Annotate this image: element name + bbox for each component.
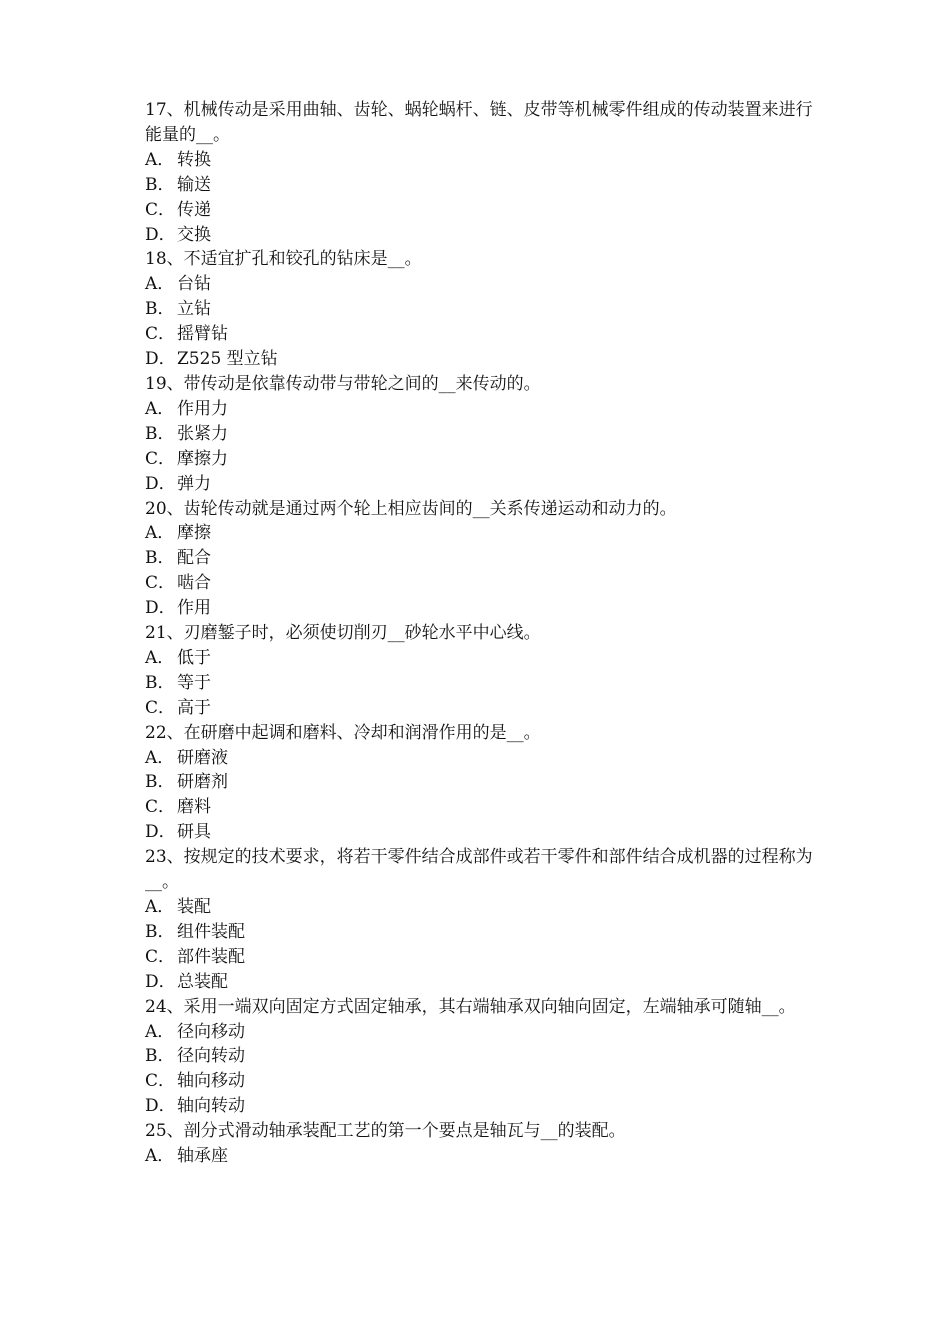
option-letter: A． bbox=[145, 1021, 175, 1042]
option-letter: C． bbox=[145, 1071, 176, 1092]
option-text: 张紧力 bbox=[177, 423, 228, 444]
option-text: 磨料 bbox=[177, 797, 211, 818]
option-q17-d bbox=[145, 223, 815, 248]
option-q19-b bbox=[145, 422, 815, 447]
option-text: 交换 bbox=[177, 224, 211, 245]
option-text: 台钻 bbox=[177, 274, 211, 295]
option-letter: C． bbox=[145, 324, 176, 345]
option-q25-a bbox=[145, 1144, 815, 1169]
option-q24-b bbox=[145, 1044, 815, 1069]
option-q20-b bbox=[145, 546, 815, 571]
question-list bbox=[145, 98, 815, 1169]
option-q19-a bbox=[145, 397, 815, 422]
option-q24-d bbox=[145, 1094, 815, 1119]
option-q23-c bbox=[145, 945, 815, 970]
option-letter: B． bbox=[145, 423, 175, 444]
option-text: 作用力 bbox=[177, 398, 228, 419]
option-letter: C． bbox=[145, 448, 176, 469]
option-q17-c bbox=[145, 198, 815, 223]
option-text: 径向移动 bbox=[177, 1021, 245, 1042]
option-text: 配合 bbox=[177, 548, 211, 569]
option-letter: D． bbox=[145, 349, 176, 370]
option-letter: A． bbox=[145, 398, 175, 419]
option-q19-d bbox=[145, 472, 815, 497]
question-stem-q17: 17、机械传动是采用曲轴、齿轮、蜗轮蜗杆、链、皮带等机械零件组成的传动装置来进行能量的__。 bbox=[145, 100, 813, 145]
option-text: 组件装配 bbox=[177, 921, 245, 942]
option-text: 摇臂钻 bbox=[177, 324, 228, 345]
option-text: 摩擦 bbox=[177, 523, 211, 544]
option-letter: A． bbox=[145, 149, 175, 170]
option-letter: A． bbox=[145, 523, 175, 544]
option-text: 高于 bbox=[177, 697, 211, 718]
option-q20-d bbox=[145, 596, 815, 621]
option-q18-b bbox=[145, 297, 815, 322]
option-text: 啮合 bbox=[177, 573, 211, 594]
option-q18-c bbox=[145, 322, 815, 347]
option-text: 轴承座 bbox=[177, 1146, 228, 1167]
option-letter: A． bbox=[145, 274, 175, 295]
option-text: 转换 bbox=[177, 149, 211, 170]
option-text: 轴向移动 bbox=[177, 1071, 245, 1092]
option-q18-d bbox=[145, 347, 815, 372]
option-text: Z525 型立钻 bbox=[177, 349, 278, 370]
option-text: 低于 bbox=[177, 647, 211, 668]
option-text: 研磨剂 bbox=[177, 772, 228, 793]
option-text: 弹力 bbox=[177, 473, 211, 494]
option-letter: B． bbox=[145, 174, 175, 195]
option-text: 总装配 bbox=[177, 971, 228, 992]
option-letter: A． bbox=[145, 1146, 175, 1167]
question-stem-q21: 21、刃磨錾子时，必须使切削刃__砂轮水平中心线。 bbox=[145, 623, 541, 644]
option-letter: B． bbox=[145, 1046, 175, 1067]
option-text: 研磨液 bbox=[177, 747, 228, 768]
option-q23-a bbox=[145, 895, 815, 920]
option-q23-b bbox=[145, 920, 815, 945]
option-q18-a bbox=[145, 272, 815, 297]
option-letter: A． bbox=[145, 647, 175, 668]
question-stem-q19: 19、带传动是依靠传动带与带轮之间的__来传动的。 bbox=[145, 373, 541, 394]
option-text: 轴向转动 bbox=[177, 1096, 245, 1117]
option-q20-a bbox=[145, 521, 815, 546]
option-q22-b bbox=[145, 770, 815, 795]
option-letter: D． bbox=[145, 822, 176, 843]
option-q20-c bbox=[145, 571, 815, 596]
option-q17-a bbox=[145, 148, 815, 173]
option-text: 传递 bbox=[177, 199, 211, 220]
option-q21-b bbox=[145, 671, 815, 696]
question-stem-q23: 23、按规定的技术要求，将若干零件结合成部件或若干零件和部件结合成机器的过程称为__。 bbox=[145, 847, 813, 893]
question-stem-q22: 22、在研磨中起调和磨料、冷却和润滑作用的是__。 bbox=[145, 722, 541, 743]
option-text: 输送 bbox=[177, 174, 211, 195]
option-q19-c bbox=[145, 447, 815, 472]
option-text: 立钻 bbox=[177, 299, 211, 320]
option-letter: C． bbox=[145, 199, 176, 220]
question-stem-q24: 24、采用一端双向固定方式固定轴承，其右端轴承双向轴向固定，左端轴承可随轴__。 bbox=[145, 996, 796, 1017]
option-letter: B． bbox=[145, 672, 175, 693]
question-stem-q18: 18、不适宜扩孔和铰孔的钻床是__。 bbox=[145, 249, 422, 270]
option-letter: C． bbox=[145, 797, 176, 818]
option-q22-d bbox=[145, 820, 815, 845]
option-letter: A． bbox=[145, 897, 175, 917]
option-letter: D． bbox=[145, 473, 176, 494]
option-text: 径向转动 bbox=[177, 1046, 245, 1067]
option-text: 研具 bbox=[177, 822, 211, 843]
question-stem-q20: 20、齿轮传动就是通过两个轮上相应齿间的__关系传递运动和动力的。 bbox=[145, 498, 677, 519]
option-letter: B． bbox=[145, 548, 175, 569]
option-letter: D． bbox=[145, 971, 176, 992]
option-q23-d bbox=[145, 970, 815, 995]
option-text: 装配 bbox=[177, 897, 211, 917]
option-text: 部件装配 bbox=[177, 946, 245, 967]
option-q17-b bbox=[145, 173, 815, 198]
option-text: 等于 bbox=[177, 672, 211, 693]
option-letter: B． bbox=[145, 921, 175, 942]
option-letter: C． bbox=[145, 573, 176, 594]
question-stem-q25: 25、剖分式滑动轴承装配工艺的第一个要点是轴瓦与__的装配。 bbox=[145, 1121, 626, 1142]
option-letter: B． bbox=[145, 299, 175, 320]
option-letter: D． bbox=[145, 598, 176, 619]
option-letter: D． bbox=[145, 224, 176, 245]
option-q21-a bbox=[145, 646, 815, 671]
option-q22-a bbox=[145, 746, 815, 771]
option-q22-c bbox=[145, 795, 815, 820]
option-letter: A． bbox=[145, 747, 175, 768]
option-letter: B． bbox=[145, 772, 175, 793]
option-letter: C． bbox=[145, 697, 176, 718]
option-q24-a bbox=[145, 1020, 815, 1045]
option-text: 作用 bbox=[177, 598, 211, 619]
option-letter: C． bbox=[145, 946, 176, 967]
option-q21-c bbox=[145, 696, 815, 721]
option-q24-c bbox=[145, 1069, 815, 1094]
option-letter: D． bbox=[145, 1096, 176, 1117]
option-text: 摩擦力 bbox=[177, 448, 228, 469]
